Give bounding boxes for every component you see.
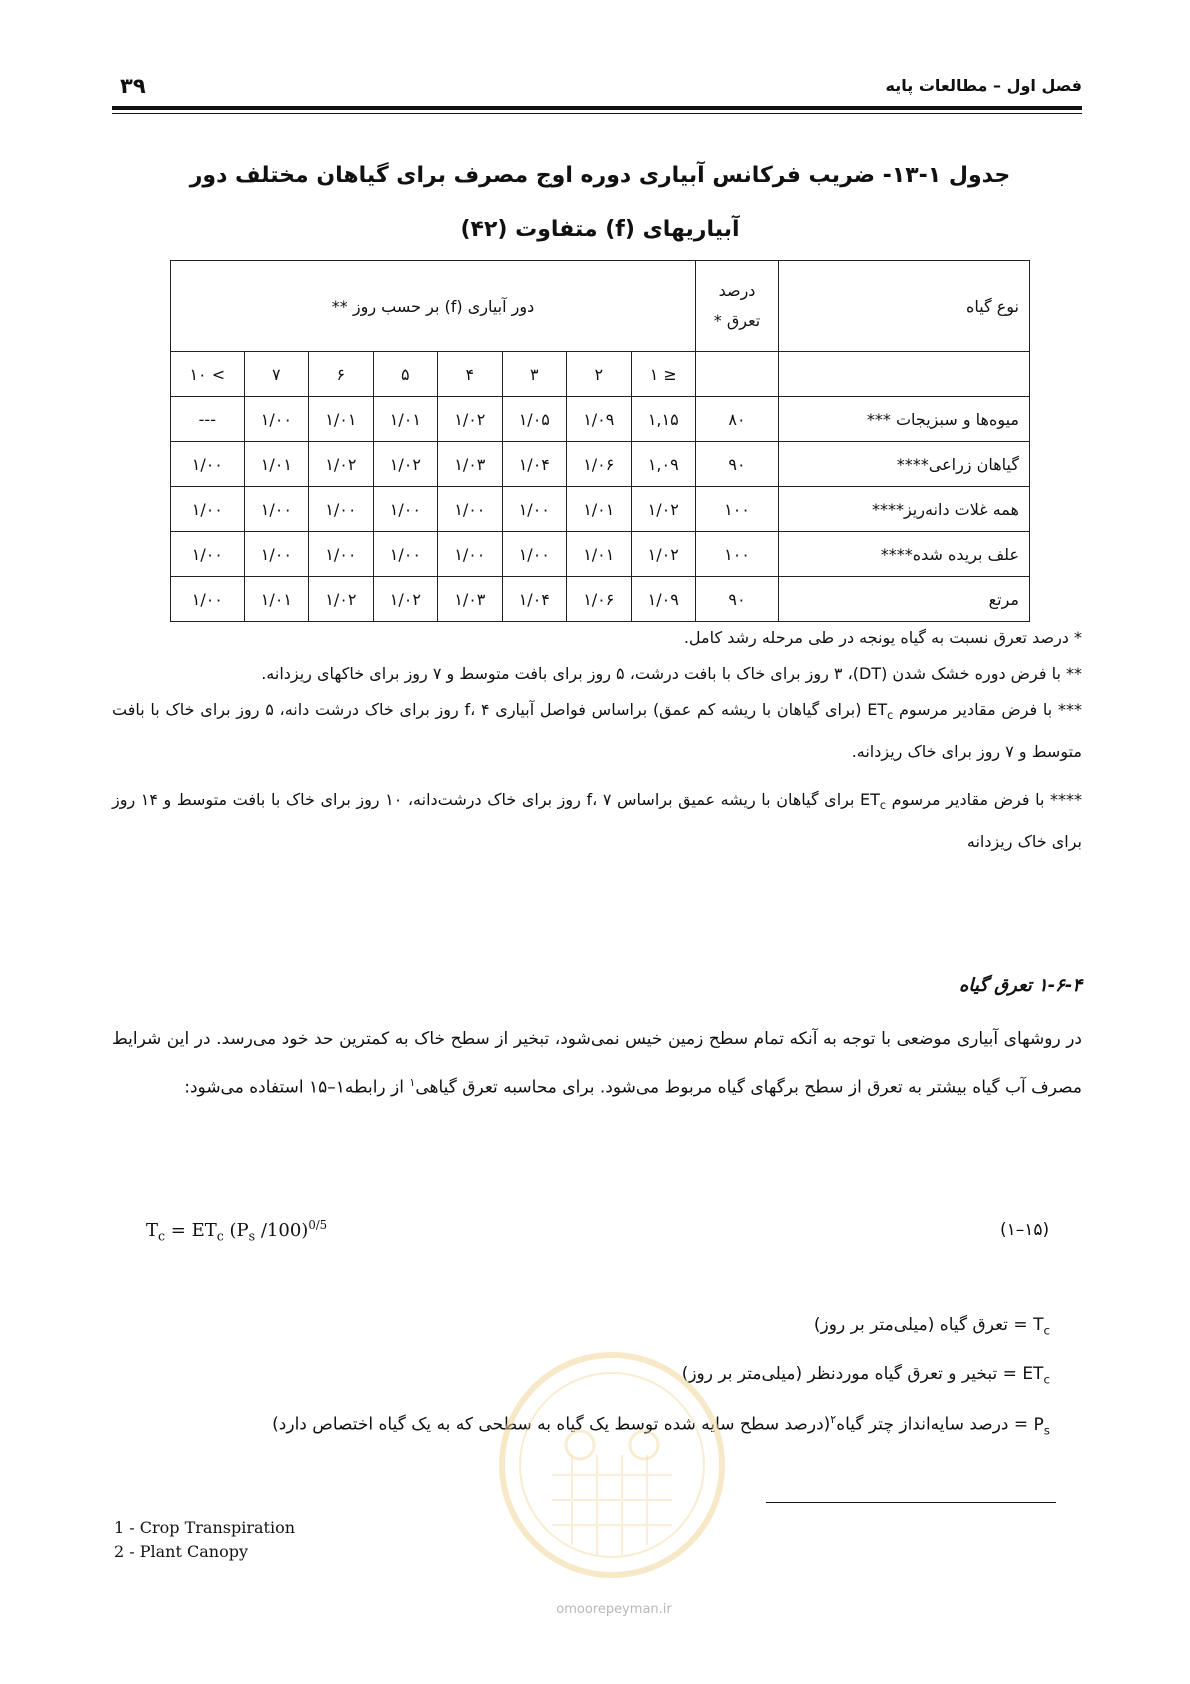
value-cell: ---	[171, 397, 245, 442]
value-cell: ۱/۰۲	[309, 577, 373, 622]
value-cell: ۱/۰۳	[438, 577, 502, 622]
note-4-start: **** با فرض مقادیر مرسوم	[886, 790, 1083, 809]
table-row	[171, 487, 1030, 532]
interval-cell: ۵	[373, 352, 437, 397]
empty-cell	[779, 352, 1030, 397]
note-4-end: برای گیاهان با ریشه عمیق براساس f، ۷ روز برای خاک درشت‌دانه، ۱۰ روز برای خاک با بافت متوسط و ۱۴ روز برای خاک ریزدانه	[112, 790, 1082, 852]
value-cell: ۱/۰۲	[373, 577, 437, 622]
pct-cell: ۹۰	[696, 577, 779, 622]
value-cell: ۱/۰۶	[567, 442, 631, 487]
definition-tc-text: = تعرق گیاه (میلی‌متر بر روز)	[813, 1315, 1028, 1335]
header-pct-line1: درصد	[718, 281, 756, 300]
table-title-line1: جدول ۱-۱۳- ضریب فرکانس آبیاری دوره اوج مصرف برای گیاهان مختلف دور	[189, 163, 1011, 188]
crop-cell: مرتع	[779, 577, 1030, 622]
value-cell: ۱/۰۱	[309, 397, 373, 442]
table-row	[171, 577, 1030, 622]
footnote-ref-1: ۱	[409, 1076, 416, 1089]
symbol-tc: $T_c$	[1033, 1315, 1050, 1338]
value-cell: ۱/۰۲	[373, 442, 437, 487]
value-cell: ۱,۱۵	[631, 397, 695, 442]
value-cell: ۱/۰۵	[502, 397, 566, 442]
value-cell: ۱/۰۰	[373, 487, 437, 532]
note-2: ** با فرض دوره خشک شدن (DT)، ۳ روز برای خاک با بافت درشت، ۵ روز برای بافت متوسط و ۷ روز برای خاکهای ریزدانه.	[261, 664, 1082, 683]
value-cell: ۱/۰۰	[171, 442, 245, 487]
crop-cell: علف بریده شده****	[779, 532, 1030, 577]
value-cell: ۱/۰۰	[244, 397, 308, 442]
interval-cell: ≤ ۱	[631, 352, 695, 397]
value-cell: ۱/۰۰	[171, 577, 245, 622]
crop-cell: همه غلات دانه‌ریز****	[779, 487, 1030, 532]
table-header-row	[171, 261, 1030, 352]
value-cell: ۱/۰۰	[438, 487, 502, 532]
value-cell: ۱/۰۱	[567, 532, 631, 577]
note-3	[112, 692, 1082, 770]
crop-cell: میوه‌ها و سبزیجات ***	[779, 397, 1030, 442]
pct-cell: ۹۰	[696, 442, 779, 487]
value-cell: ۱/۰۰	[373, 532, 437, 577]
definition-ps-detail: (درصد سطح سایه شده توسط یک گیاه به سطحی که به یک گیاه اختصاص دارد)	[272, 1414, 831, 1435]
interval-cell: ۲	[567, 352, 631, 397]
value-cell: ۱/۰۴	[502, 577, 566, 622]
value-cell: ۱/۰۰	[309, 532, 373, 577]
value-cell: ۱/۰۱	[244, 442, 308, 487]
chapter-title: فصل اول – مطالعات پایه	[885, 76, 1082, 95]
watermark-logo-icon	[492, 1345, 732, 1585]
note-1: * درصد تعرق نسبت به گیاه یونجه در طی مرحله رشد کامل.	[683, 628, 1082, 647]
value-cell: ۱,۰۹	[631, 442, 695, 487]
interval-cell: ۳	[502, 352, 566, 397]
pct-cell: ۱۰۰	[696, 487, 779, 532]
value-cell: ۱/۰۰	[309, 487, 373, 532]
footnote-rule	[766, 1502, 1056, 1503]
interval-cell: > ۱۰	[171, 352, 245, 397]
footnote-ref-2: ۲	[830, 1413, 837, 1426]
value-cell: ۱/۰۰	[244, 532, 308, 577]
value-cell: ۱/۰۲	[631, 487, 695, 532]
interval-cell: ۴	[438, 352, 502, 397]
header-rule-thin	[112, 113, 1082, 114]
symbol-ps: $P_s$	[1033, 1414, 1050, 1438]
pct-cell: ۱۰۰	[696, 532, 779, 577]
footnote-2: 2 - Plant Canopy	[114, 1542, 248, 1561]
value-cell: ۱/۰۰	[438, 532, 502, 577]
crop-cell: گیاهان زراعی****	[779, 442, 1030, 487]
value-cell: ۱/۰۰	[171, 532, 245, 577]
footnote-1: 1 - Crop Transpiration	[114, 1518, 296, 1537]
table-row	[171, 442, 1030, 487]
value-cell: ۱/۰۹	[567, 397, 631, 442]
pct-cell: ۸۰	[696, 397, 779, 442]
etc-symbol: $ET_c$	[867, 700, 894, 723]
irrigation-frequency-table	[170, 260, 1030, 622]
interval-cell: ۶	[309, 352, 373, 397]
interval-cell: ۷	[244, 352, 308, 397]
header-crop-type: نوع گیاه	[779, 261, 1030, 352]
definition-tc	[814, 1315, 1050, 1337]
header-rule-thick	[112, 106, 1082, 110]
header-pct-line2: تعرق *	[713, 311, 761, 330]
value-cell: ۱/۰۱	[373, 397, 437, 442]
value-cell: ۱/۰۴	[502, 442, 566, 487]
value-cell: ۱/۰۰	[502, 532, 566, 577]
paragraph-end: از رابطه۱–۱۵ استفاده می‌شود:	[184, 1077, 410, 1098]
table-row	[171, 397, 1030, 442]
table-row	[171, 532, 1030, 577]
page-number: ۳۹	[120, 74, 146, 98]
value-cell: ۱/۰۱	[567, 487, 631, 532]
table-title-line2: آبیاریهای (f) متفاوت (۴۲)	[460, 217, 740, 242]
definition-ps-text: = درصد سایه‌انداز چتر گیاه	[836, 1414, 1029, 1435]
header-irrigation-interval: دور آبیاری (f) بر حسب روز **	[171, 261, 696, 352]
etc-symbol: $ET_c$	[860, 790, 887, 813]
transpiration-equation: $T_c = ET_c$ ($P_s$ /100)$^{0/5}$	[146, 1218, 328, 1244]
interval-row	[171, 352, 1030, 397]
equation-number: (۱–۱۵)	[1000, 1220, 1050, 1240]
note-3-end: (برای گیاهان با ریشه کم عمق) براساس فواصل آبیاری f، ۴ روز برای خاک درشت دانه، ۵ روز برای خاک با بافت متوسط و ۷ روز برای خاک ریزدانه.	[112, 700, 1082, 762]
value-cell: ۱/۰۲	[438, 397, 502, 442]
definition-etc-text: = تبخیر و تعرق گیاه موردنظر (میلی‌متر بر روز)	[681, 1364, 1017, 1384]
paragraph-start: در روشهای آبیاری موضعی با توجه به آنکه تمام سطح زمین خیس نمی‌شود، تبخیر از سطح خاک به کمترین حد خود می‌رسد. در این شرایط مصرف آب گیاه بیشتر به تعرق از سطح برگهای گیاه مربوط می‌شود. برای محاسبه تعرق گیاهی	[112, 1029, 1082, 1098]
header-transpiration-pct	[696, 261, 779, 352]
watermark-site: omoorepeyman.ir	[556, 1602, 672, 1617]
section-paragraph	[112, 1018, 1082, 1110]
value-cell: ۱/۰۹	[631, 577, 695, 622]
note-4	[112, 782, 1082, 860]
value-cell: ۱/۰۶	[567, 577, 631, 622]
value-cell: ۱/۰۰	[171, 487, 245, 532]
value-cell: ۱/۰۲	[631, 532, 695, 577]
empty-cell	[696, 352, 779, 397]
definition-etc	[682, 1364, 1050, 1386]
value-cell: ۱/۰۰	[502, 487, 566, 532]
value-cell: ۱/۰۰	[244, 487, 308, 532]
value-cell: ۱/۰۲	[309, 442, 373, 487]
value-cell: ۱/۰۱	[244, 577, 308, 622]
value-cell: ۱/۰۳	[438, 442, 502, 487]
section-heading: ۱-۶-۴ تعرق گیاه	[959, 975, 1082, 996]
symbol-etc: $ET_c$	[1022, 1364, 1050, 1387]
note-3-start: *** با فرض مقادیر مرسوم	[893, 700, 1082, 719]
